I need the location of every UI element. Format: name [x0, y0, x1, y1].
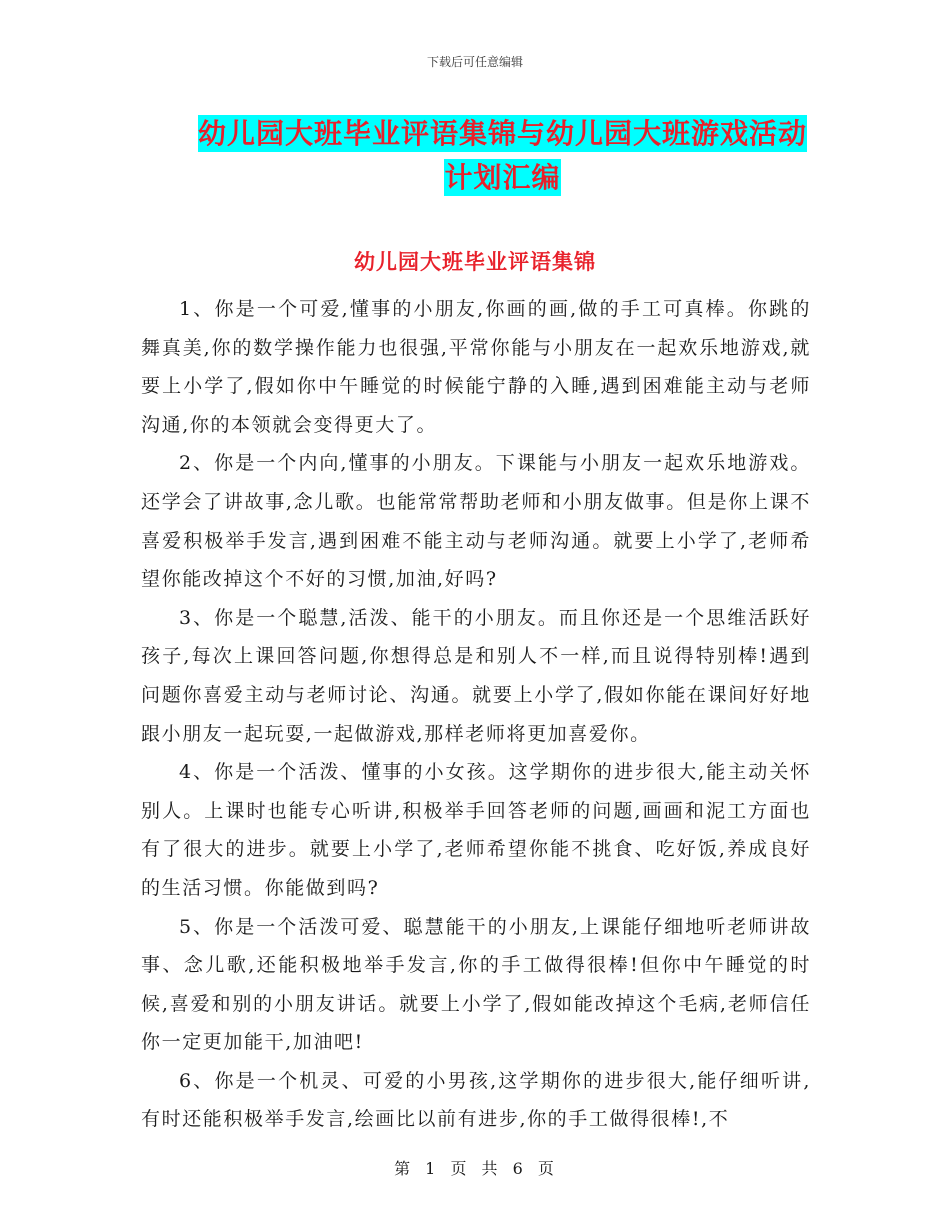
comment-paragraph-3: 3、你是一个聪慧,活泼、能干的小朋友。而且你还是一个思维活跃好孩子,每次上课回答问题,你想得总是和别人不一样,而且说得特别棒!遇到问题你喜爱主动与老师讨论、沟通。就要上小学了,假如你能在课间好好地跟小朋友一起玩耍,一起做游戏,那样老师将更加喜爱你。 [141, 606, 811, 745]
document-title-text: 幼儿园大班毕业评语集锦与幼儿园大班游戏活动计划汇编 [197, 117, 807, 194]
document-title [190, 112, 815, 200]
comment-paragraph-1: 1、你是一个可爱,懂事的小朋友,你画的画,做的手工可真棒。你跳的舞真美,你的数学操作能力也很强,平常你能与小朋友在一起欢乐地游戏,就要上小学了,假如你中午睡觉的时候能宁静的入睡,遇到困难能主动与老师沟通,你的本领就会变得更大了。 [141, 298, 811, 436]
comment-paragraph-4: 4、你是一个活泼、懂事的小女孩。这学期你的进步很大,能主动关怀别人。上课时也能专心听讲,积极举手回答老师的问题,画画和泥工方面也有了很大的进步。就要上小学了,老师希望你能不挑食、吃好饭,养成良好的生活习惯。你能做到吗? [141, 761, 811, 899]
section-title: 幼儿园大班毕业评语集锦 [354, 250, 596, 274]
page-footer: 第 1 页 共 6 页 [394, 1159, 556, 1178]
page-header-note: 下载后可任意编辑 [426, 55, 523, 69]
comment-paragraph-6: 6、你是一个机灵、可爱的小男孩,这学期你的进步很大,能仔细听讲,有时还能积极举手发言,绘画比以前有进步,你的手工做得很棒!,不 [141, 1069, 811, 1131]
comment-paragraph-2: 2、你是一个内向,懂事的小朋友。下课能与小朋友一起欢乐地游戏。还学会了讲故事,念儿歌。也能常常帮助老师和小朋友做事。但是你上课不喜爱积极举手发言,遇到困难不能主动与老师沟通。就要上小学了,老师希望你能改掉这个不好的习惯,加油,好吗? [141, 452, 811, 591]
document-body [141, 290, 811, 1139]
comment-paragraph-5: 5、你是一个活泼可爱、聪慧能干的小朋友,上课能仔细地听老师讲故事、念儿歌,还能积极地举手发言,你的手工做得很棒!但你中午睡觉的时候,喜爱和别的小朋友讲话。就要上小学了,假如能改掉这个毛病,老师信任你一定更加能干,加油吧! [141, 915, 811, 1054]
